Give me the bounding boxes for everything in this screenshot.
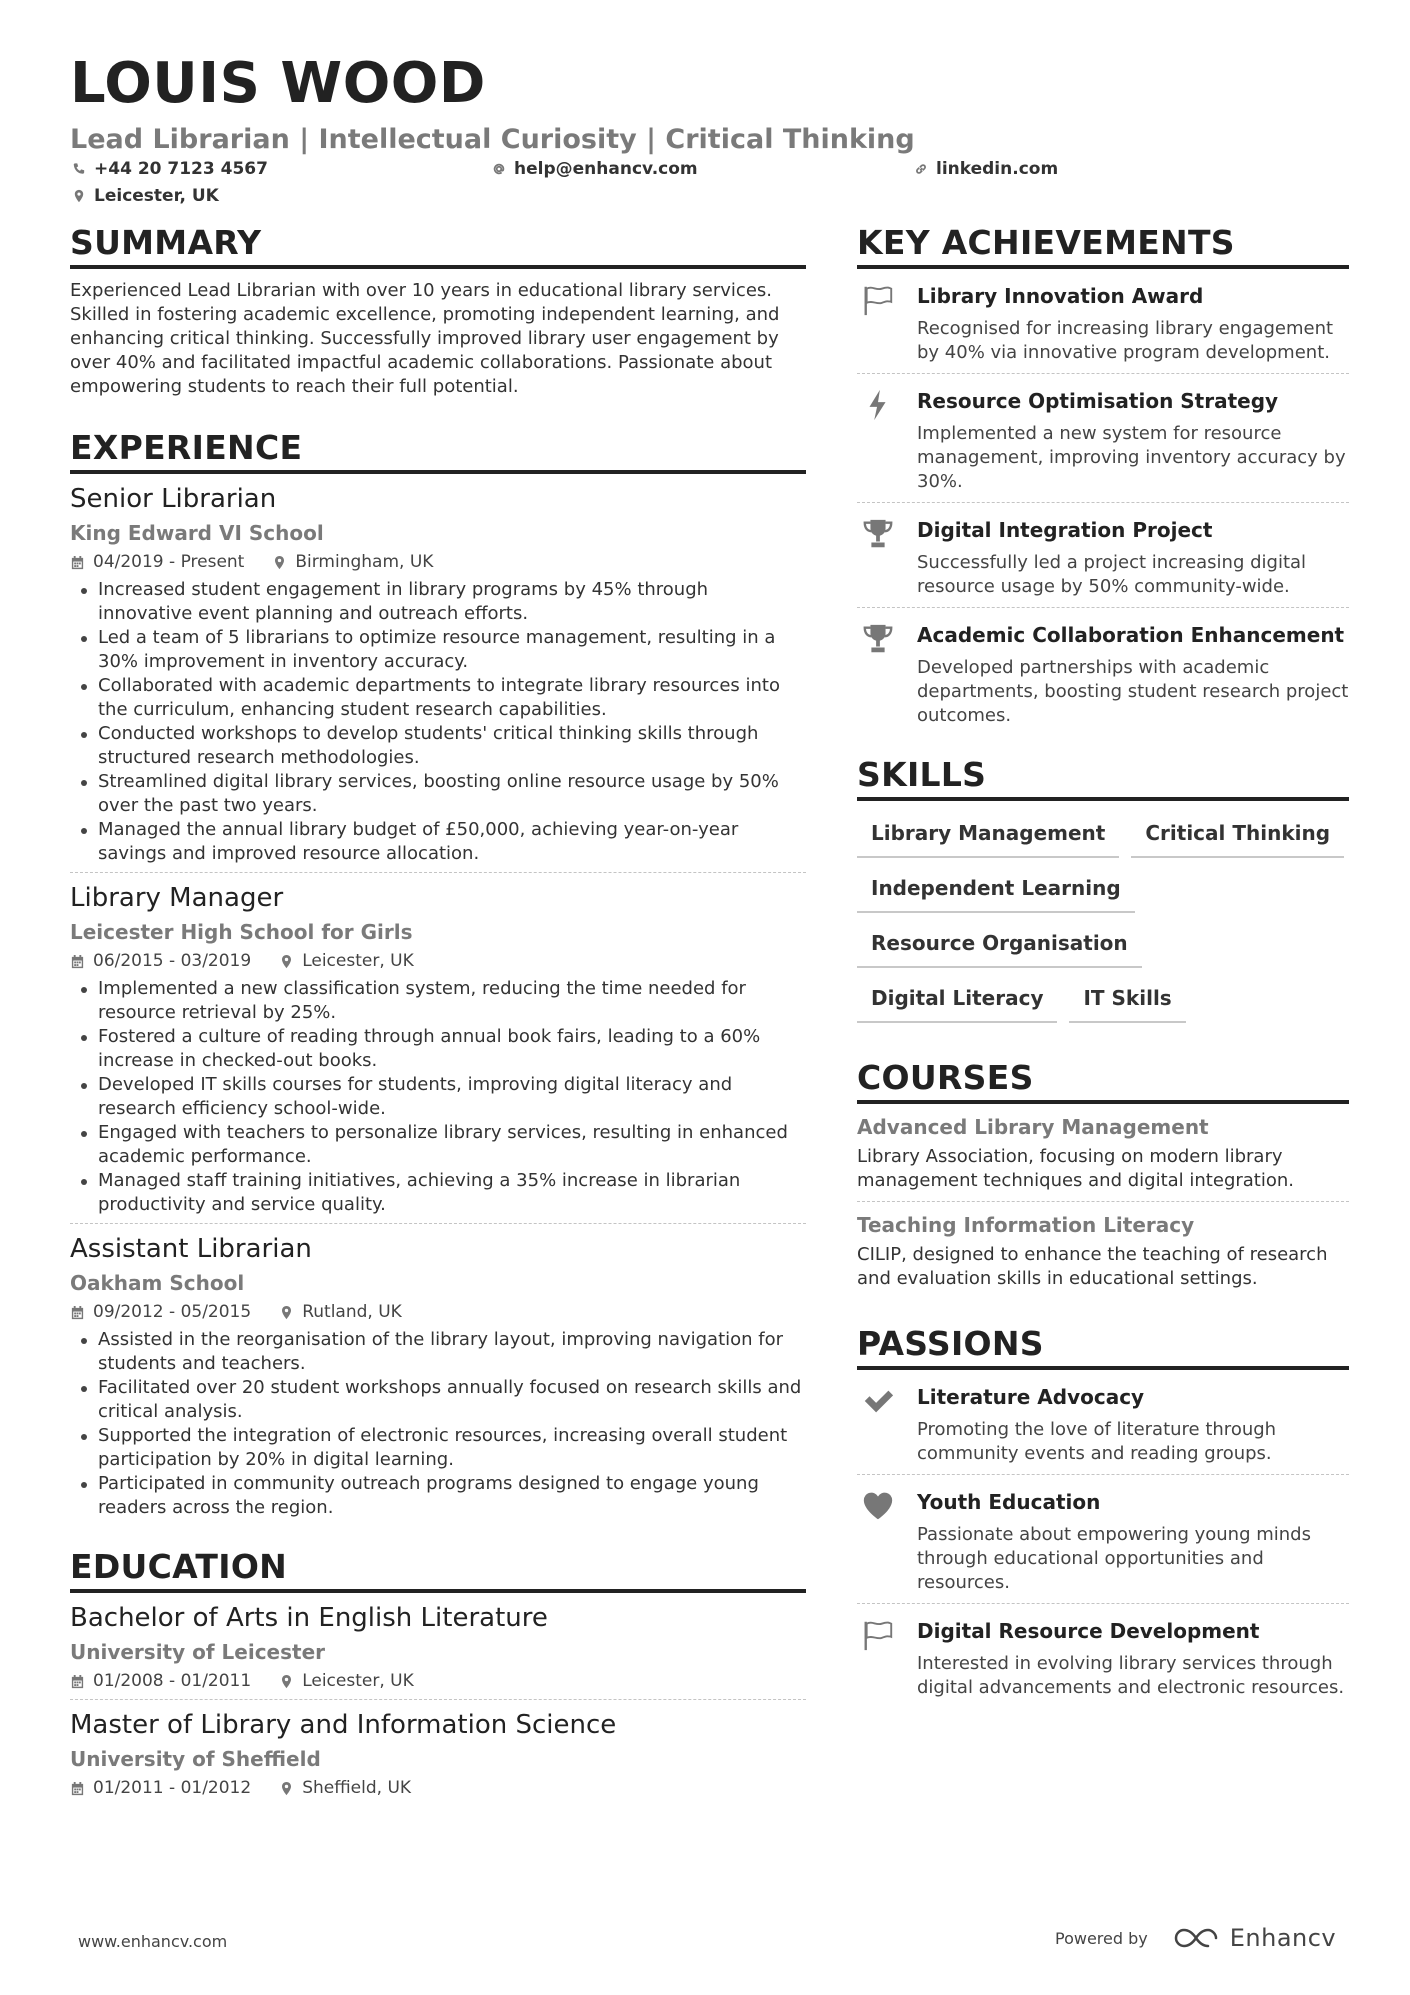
job-meta	[70, 949, 806, 973]
passion-title: Literature Advocacy	[917, 1385, 1145, 1409]
bullet: Led a team of 5 librarians to optimize resource management, resulting in a 30% improvement in inventory accuracy.	[70, 626, 806, 674]
course-desc: Library Association, focusing on modern library management techniques and digital integration.	[857, 1146, 1295, 1191]
education-title: EDUCATION	[70, 1550, 806, 1593]
education-dates: 01/2008 - 01/2011	[93, 1671, 252, 1691]
calendar-icon	[70, 555, 85, 570]
skill-tag: Digital Literacy	[857, 984, 1057, 1023]
degree: Master of Library and Information Science	[70, 1710, 617, 1740]
headline: Lead Librarian | Intellectual Curiosity | Critical Thinking	[70, 124, 915, 155]
achievement-item	[857, 373, 1349, 502]
education-dates: 01/2011 - 01/2012	[93, 1778, 252, 1798]
education-location: Leicester, UK	[302, 1671, 414, 1691]
bullet: Implemented a new classification system, reducing the time needed for resource retrieval by 25%.	[70, 977, 806, 1025]
flag-icon	[861, 283, 895, 317]
passion-item	[857, 1603, 1349, 1708]
skill-tag: Independent Learning	[857, 874, 1135, 913]
bullet: Engaged with teachers to personalize library services, resulting in enhanced academic performance.	[70, 1121, 806, 1169]
job-meta	[70, 550, 806, 574]
education-meta	[70, 1776, 806, 1800]
job-title: Senior Librarian	[70, 484, 277, 514]
passion-desc: Passionate about empowering young minds through educational opportunities and resources.	[917, 1524, 1311, 1593]
job-meta	[70, 1300, 806, 1324]
achievement-desc: Developed partnerships with academic departments, boosting student research project outcomes.	[917, 657, 1349, 726]
link-icon	[914, 162, 928, 176]
school: University of Leicester	[70, 1640, 325, 1664]
achievement-item	[857, 502, 1349, 607]
passion-title: Digital Resource Development	[917, 1619, 1260, 1643]
lightning-icon	[861, 388, 895, 422]
skill-tag: Library Management	[857, 819, 1119, 858]
at-icon	[492, 162, 506, 176]
job-dates: 04/2019 - Present	[93, 552, 245, 572]
bullet: Developed IT skills courses for students, improving digital literacy and research efficiency school-wide.	[70, 1073, 806, 1121]
job-bullets	[70, 578, 806, 866]
job-bullets	[70, 1328, 806, 1520]
skill-tag: IT Skills	[1069, 984, 1185, 1023]
skill-tag: Resource Organisation	[857, 929, 1142, 968]
job-location: Rutland, UK	[302, 1302, 402, 1322]
brand-name: Enhancv	[1229, 1924, 1337, 1952]
skill-tag: Critical Thinking	[1131, 819, 1344, 858]
course-title: Advanced Library Management	[857, 1115, 1209, 1139]
skills-list	[857, 801, 1349, 1023]
passion-desc: Interested in evolving library services through digital advancements and electronic resources.	[917, 1653, 1345, 1698]
footer-website[interactable]: www.enhancv.com	[78, 1932, 228, 1951]
enhancv-logo-icon	[1174, 1926, 1220, 1950]
skills-section	[857, 755, 1349, 1023]
bullet: Assisted in the reorganisation of the library layout, improving navigation for students and teachers.	[70, 1328, 806, 1376]
location-pin-icon	[72, 189, 86, 203]
achievement-item	[857, 269, 1349, 373]
bullet: Conducted workshops to develop students' critical thinking skills through structured research methodologies.	[70, 722, 806, 770]
job-location: Leicester, UK	[302, 951, 414, 971]
check-icon	[861, 1384, 895, 1418]
employer: King Edward VI School	[70, 521, 324, 545]
contact-location	[72, 186, 219, 206]
achievement-title: Digital Integration Project	[917, 518, 1213, 542]
bullet: Participated in community outreach programs designed to engage young readers across the region.	[70, 1472, 806, 1520]
bullet: Streamlined digital library services, boosting online resource usage by 50% over the past two years.	[70, 770, 806, 818]
skills-title: SKILLS	[857, 758, 1349, 801]
calendar-icon	[70, 954, 85, 969]
brand-logo[interactable]	[1174, 1924, 1336, 1952]
candidate-name: LOUIS WOOD	[70, 51, 486, 116]
course-title: Teaching Information Literacy	[857, 1213, 1195, 1237]
powered-by-label: Powered by	[1055, 1928, 1148, 1948]
achievement-desc: Recognised for increasing library engagement by 40% via innovative program development.	[917, 318, 1334, 363]
job-bullets	[70, 977, 806, 1217]
email-text[interactable]: help@enhancv.com	[514, 159, 698, 179]
contact-phone	[72, 159, 268, 179]
right-column	[857, 223, 1349, 1708]
location-pin-icon	[279, 1305, 294, 1320]
contact-linkedin[interactable]	[914, 159, 1058, 179]
location-pin-icon	[279, 1781, 294, 1796]
heart-icon	[861, 1489, 895, 1523]
left-column	[70, 223, 806, 1806]
degree: Bachelor of Arts in English Literature	[70, 1603, 548, 1633]
location-text: Leicester, UK	[94, 186, 219, 206]
bullet: Collaborated with academic departments to integrate library resources into the curriculum, enhancing student research capabilities.	[70, 674, 806, 722]
education-meta	[70, 1669, 806, 1693]
achievements-section	[857, 223, 1349, 736]
job-title: Assistant Librarian	[70, 1234, 312, 1264]
experience-entry	[70, 474, 806, 872]
summary-text: Experienced Lead Librarian with over 10 years in educational library services. Skilled in fostering academic excellence, promoting independent learning, and enhancing critical thinking. Successfully improved library user engagement by over 40% and facilitated impactful academic collaborations. Passionate about empowering students to reach their full potential.	[70, 280, 780, 397]
contact-email[interactable]	[492, 159, 698, 179]
achievements-title: KEY ACHIEVEMENTS	[857, 226, 1349, 269]
courses-section	[857, 1058, 1349, 1299]
bullet: Increased student engagement in library programs by 45% through innovative event planning and outreach efforts.	[70, 578, 806, 626]
education-entry	[70, 1593, 806, 1699]
passion-title: Youth Education	[917, 1490, 1101, 1514]
passion-desc: Promoting the love of literature through community events and reading groups.	[917, 1419, 1277, 1464]
location-pin-icon	[272, 555, 287, 570]
job-dates: 06/2015 - 03/2019	[93, 951, 252, 971]
location-pin-icon	[279, 954, 294, 969]
school: University of Sheffield	[70, 1747, 321, 1771]
job-dates: 09/2012 - 05/2015	[93, 1302, 252, 1322]
employer: Leicester High School for Girls	[70, 920, 413, 944]
bullet: Managed the annual library budget of £50,000, achieving year-on-year savings and improved resource allocation.	[70, 818, 806, 866]
employer: Oakham School	[70, 1271, 245, 1295]
education-entry	[70, 1699, 806, 1806]
passions-title: PASSIONS	[857, 1327, 1349, 1370]
course-desc: CILIP, designed to enhance the teaching of research and evaluation skills in educational settings.	[857, 1244, 1328, 1289]
linkedin-text[interactable]: linkedin.com	[936, 159, 1059, 179]
experience-title: EXPERIENCE	[70, 431, 806, 474]
course-item	[857, 1201, 1349, 1299]
calendar-icon	[70, 1781, 85, 1796]
achievement-title: Library Innovation Award	[917, 284, 1204, 308]
phone-icon	[72, 162, 86, 176]
phone-text: +44 20 7123 4567	[94, 159, 268, 179]
experience-entry	[70, 872, 806, 1223]
experience-entry	[70, 1223, 806, 1526]
footer-branding	[1055, 1924, 1336, 1952]
bullet: Supported the integration of electronic resources, increasing overall student participation by 20% in digital learning.	[70, 1424, 806, 1472]
achievement-desc: Successfully led a project increasing digital resource usage by 50% community-wide.	[917, 552, 1307, 597]
achievement-desc: Implemented a new system for resource management, improving inventory accuracy by 30%.	[917, 423, 1346, 492]
experience-section	[70, 428, 806, 1526]
education-location: Sheffield, UK	[302, 1778, 412, 1798]
passion-item	[857, 1474, 1349, 1603]
flag-icon	[861, 1618, 895, 1652]
calendar-icon	[70, 1674, 85, 1689]
trophy-icon	[861, 517, 895, 551]
course-item	[857, 1104, 1349, 1201]
job-title: Library Manager	[70, 883, 284, 913]
passions-section	[857, 1324, 1349, 1708]
achievement-title: Resource Optimisation Strategy	[917, 389, 1279, 413]
passion-item	[857, 1370, 1349, 1474]
achievement-item	[857, 607, 1349, 736]
calendar-icon	[70, 1305, 85, 1320]
achievement-title: Academic Collaboration Enhancement	[917, 623, 1345, 647]
education-section	[70, 1547, 806, 1806]
courses-title: COURSES	[857, 1061, 1349, 1104]
trophy-icon	[861, 622, 895, 656]
bullet: Facilitated over 20 student workshops annually focused on research skills and critical analysis.	[70, 1376, 806, 1424]
bullet: Managed staff training initiatives, achieving a 35% increase in librarian productivity and service quality.	[70, 1169, 806, 1217]
summary-title: SUMMARY	[70, 226, 806, 269]
job-location: Birmingham, UK	[295, 552, 434, 572]
summary-section	[70, 223, 806, 399]
bullet: Fostered a culture of reading through annual book fairs, leading to a 60% increase in checked-out books.	[70, 1025, 806, 1073]
location-pin-icon	[279, 1674, 294, 1689]
